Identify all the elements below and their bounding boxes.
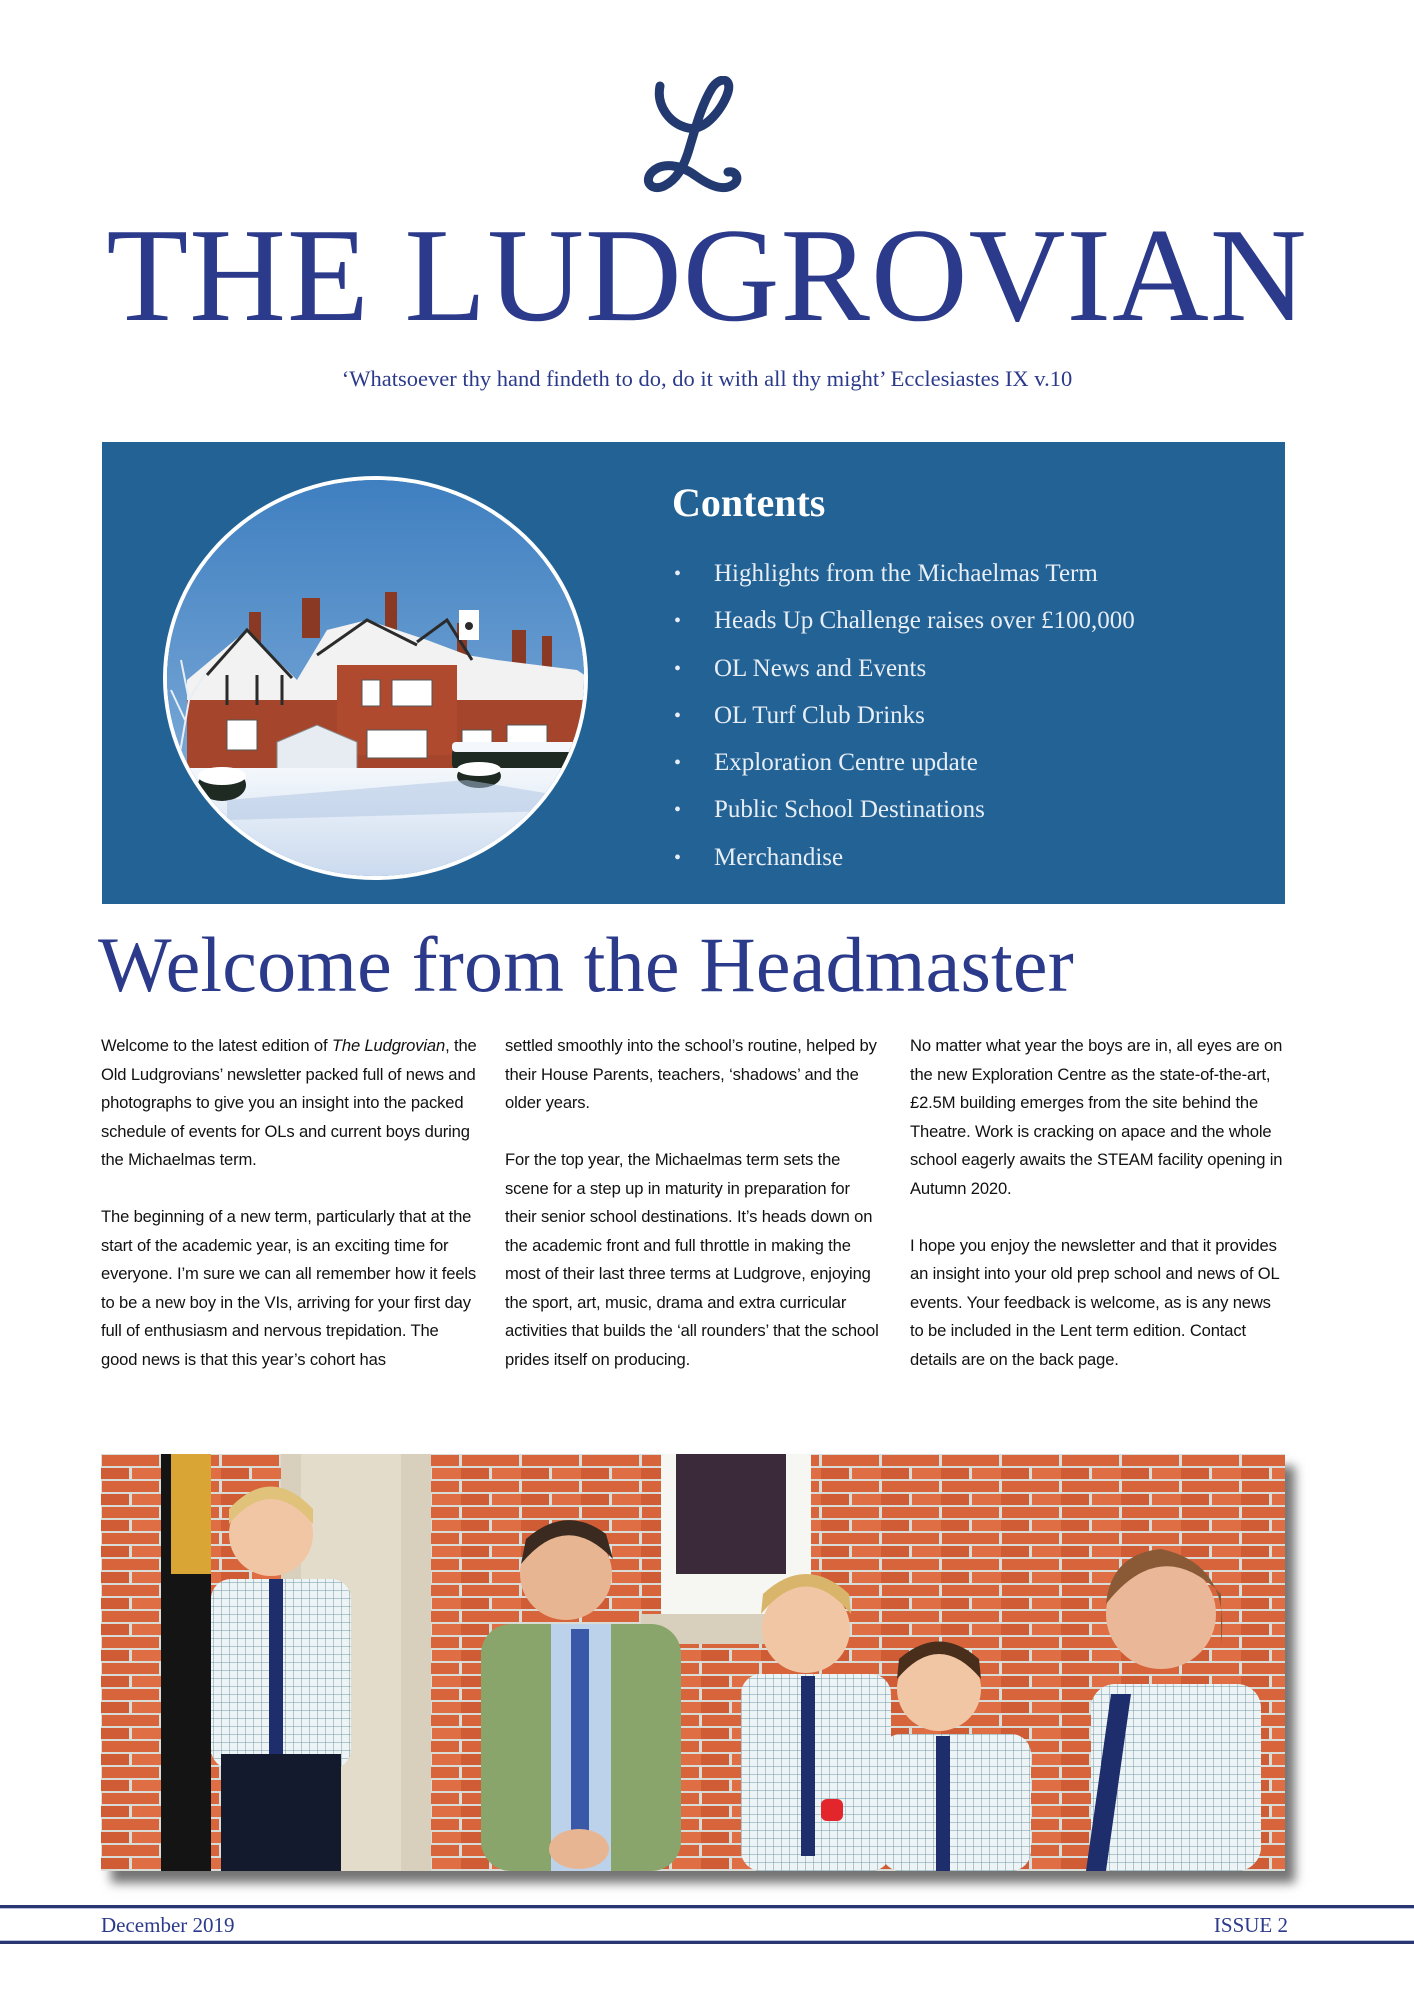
contents-title: Contents (672, 480, 826, 525)
contents-item-label: Heads Up Challenge raises over £100,000 (714, 607, 1135, 635)
article-paragraph: settled smoothly into the school’s routine, helped by their House Parents, teachers, ‘shadows’ and the older years. (505, 1036, 877, 1112)
welcome-heading: Welcome from the Headmaster (98, 921, 1074, 1008)
article-paragraph: The beginning of a new term, particularly that at the start of the academic year, is an exciting time for everyone. I’m sure we can all remember how it feels to be a new boy in the VIs, arriving for your first day full of enthusiasm and nervous trepidation. The good news is that this year’s cohort has (101, 1207, 477, 1369)
article-column-3 (910, 1032, 1288, 1374)
snowy-school-building-image (167, 480, 588, 880)
article-text: , the Old Ludgrovians’ newsletter packed full of news and photographs to give you an insight into the packed schedule of events for OLs and current boys during the Michaelmas term. (101, 1036, 477, 1169)
masthead-title: THE LUDGROVIAN (106, 201, 1308, 349)
article-paragraph: No matter what year the boys are in, all eyes are on the new Exploration Centre as the state-of-the-art, £2.5M building emerges from the site behind the Theatre. Work is cracking on apace and the whole school eagerly awaits the STEAM facility opening in Autumn 2020. (910, 1036, 1283, 1198)
contents-item-label: Highlights from the Michaelmas Term (714, 560, 1098, 587)
article-paragraph: I hope you enjoy the newsletter and that it provides an insight into your old prep school and news of OL events. Your feedback is welcome, as is any news to be included in the Lent term edition. Contact details are on the back page. (910, 1235, 1280, 1369)
article-paragraph (101, 1032, 479, 1175)
footer-issue-number: ISSUE 2 (1213, 1913, 1288, 1937)
contents-item-label: Exploration Centre update (714, 749, 978, 777)
bullet-icon: • (674, 610, 682, 633)
contents-item-label: Public School Destinations (714, 796, 985, 824)
bullet-icon: • (674, 657, 682, 680)
bullet-icon: • (674, 563, 682, 585)
footer-date: December 2019 (101, 1913, 235, 1937)
bullet-icon: • (674, 752, 682, 775)
footer-rule-top-accent (0, 1908, 1414, 1909)
masthead-tagline: ‘Whatsoever thy hand findeth to do, do it with all thy might’ Ecclesiastes IX v.10 (341, 366, 1073, 391)
publication-name: The Ludgrovian (331, 1036, 446, 1055)
article-text: Welcome to the latest edition of (101, 1036, 332, 1055)
bullet-icon: • (674, 799, 682, 822)
article-paragraph: For the top year, the Michaelmas term sets the scene for a step up in maturity in preparation for their senior school destinations. It’s heads down on the academic front and full throttle in making the most of their last three terms at Ludgrove, enjoying the sport, art, music, drama and extra curricular activities that builds the ‘all rounders’ that the school prides itself on producing. (505, 1150, 879, 1369)
article-column-2 (505, 1032, 883, 1374)
group-photo-image (101, 1454, 1285, 1871)
contents-panel (102, 442, 1285, 904)
headmaster-with-boys-photo (101, 1454, 1285, 1871)
footer-rule-bottom (0, 1941, 1414, 1944)
bullet-icon: • (674, 704, 682, 727)
bullet-icon: • (674, 846, 682, 869)
script-l-logo-icon (640, 76, 756, 202)
article-column-1 (101, 1032, 479, 1374)
contents-item-label: Merchandise (714, 843, 844, 871)
contents-item-label: OL News and Events (714, 654, 927, 682)
contents-item-label: OL Turf Club Drinks (714, 701, 925, 729)
school-building-photo (163, 476, 588, 880)
ludgrove-l-logo (640, 76, 756, 202)
